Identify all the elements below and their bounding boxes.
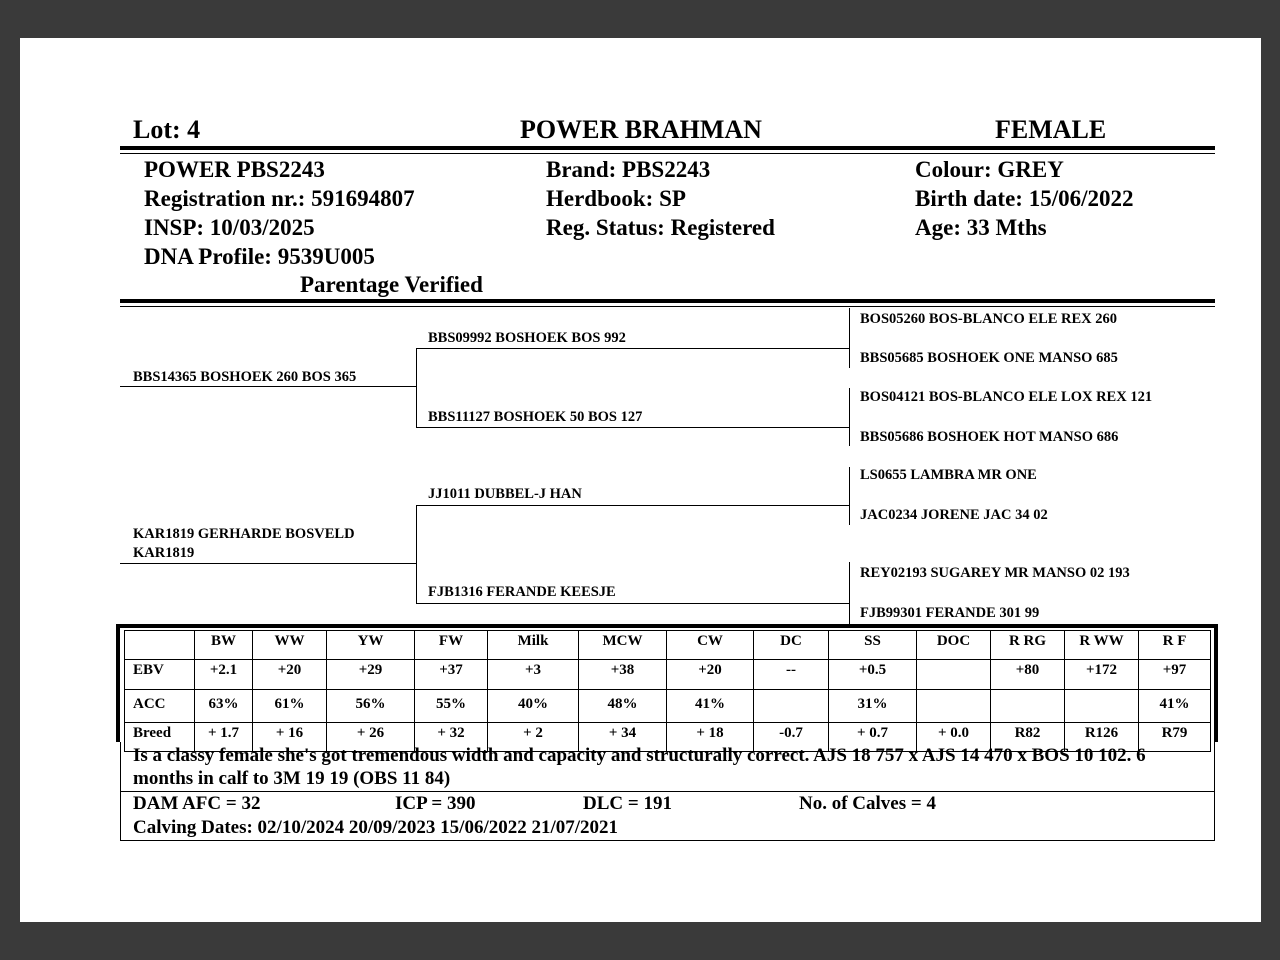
acc-cell: 40% [488, 690, 579, 723]
calving-dates: Calving Dates: 02/10/2024 20/09/2023 15/06/2022 21/07/2021 [133, 817, 619, 838]
acc-row [125, 690, 1211, 723]
ebv-cell: +37 [415, 660, 488, 690]
birth-date: Birth date: 15/06/2022 [915, 186, 1134, 211]
breed-cell: R126 [1065, 723, 1139, 752]
comment-box [120, 742, 1215, 792]
pedigree-line [120, 563, 416, 564]
ebv-header-cell: BW [195, 631, 253, 660]
sex-label: FEMALE [995, 115, 1107, 144]
ebv-header-cell: YW [327, 631, 415, 660]
breed-cell: + 2 [488, 723, 579, 752]
pedigree-connector [416, 505, 417, 603]
acc-cell [1065, 690, 1139, 723]
pedigree-dam-sire: JJ1011 DUBBEL-J HAN [428, 486, 582, 502]
breed-cell: -0.7 [754, 723, 829, 752]
parentage-status: Parentage Verified [300, 272, 483, 297]
ebv-header-cell: FW [415, 631, 488, 660]
ebv-header-cell: MCW [579, 631, 667, 660]
pedigree-connector [416, 348, 417, 427]
calves-count: No. of Calves = 4 [799, 793, 936, 814]
dam-info-box [120, 791, 1215, 841]
ebv-row [125, 660, 1211, 690]
header-rule-thin [120, 153, 1215, 154]
acc-cell: 41% [667, 690, 754, 723]
ebv-cell: +80 [991, 660, 1065, 690]
header-rule-thick [120, 146, 1215, 150]
acc-cell: 61% [253, 690, 327, 723]
ebv-header-cell [125, 631, 195, 660]
pedigree-dam-id: KAR1819 [133, 545, 195, 561]
breed-cell: + 34 [579, 723, 667, 752]
age: Age: 33 Mths [915, 215, 1047, 240]
ebv-header-row [125, 631, 1211, 660]
herdbook: Herdbook: SP [546, 186, 686, 211]
pedigree-sire-dam: BBS11127 BOSHOEK 50 BOS 127 [428, 409, 643, 425]
ebv-cell: +38 [579, 660, 667, 690]
pedigree-line [120, 386, 416, 387]
dna-profile: DNA Profile: 9539U005 [144, 244, 375, 269]
pedigree-connector [849, 467, 850, 525]
document-page [20, 38, 1261, 922]
acc-cell: 48% [579, 690, 667, 723]
pedigree-sire: BBS14365 BOSHOEK 260 BOS 365 [133, 369, 357, 385]
breed-cell: + 0.7 [829, 723, 917, 752]
ebv-cell: -- [754, 660, 829, 690]
comment-text: Is a classy female she's got tremendous width and capacity and structurally correct. AJS 18 757 x AJS 14 470 x BOS 10 102. 6 months in calf to 3M 19 19 (OBS 11 84) [133, 745, 1146, 789]
breed-title: POWER BRAHMAN [520, 115, 762, 144]
pedigree-sire-sire: BBS09992 BOSHOEK BOS 992 [428, 330, 626, 346]
ebv-cell [917, 660, 991, 690]
pedigree-line [416, 348, 849, 349]
pedigree-line [416, 603, 849, 604]
breed-cell: + 32 [415, 723, 488, 752]
breed-cell: R79 [1139, 723, 1211, 752]
breed-cell: + 16 [253, 723, 327, 752]
pedigree-ggp-7: REY02193 SUGAREY MR MANSO 02 193 [860, 565, 1130, 581]
pedigree-ggp-3: BOS04121 BOS-BLANCO ELE LOX REX 121 [860, 389, 1153, 405]
ebv-table [124, 630, 1211, 752]
pedigree-dam: KAR1819 GERHARDE BOSVELD [133, 526, 355, 542]
insp-date: INSP: 10/03/2025 [144, 215, 315, 240]
registration-number: Registration nr.: 591694807 [144, 186, 415, 211]
breed-cell: R82 [991, 723, 1065, 752]
ebv-header-cell: Milk [488, 631, 579, 660]
pedigree-line [416, 505, 849, 506]
ebv-header-cell: CW [667, 631, 754, 660]
ebv-row-label: EBV [125, 660, 195, 690]
ebv-cell: +29 [327, 660, 415, 690]
ebv-header-cell: R RG [991, 631, 1065, 660]
colour: Colour: GREY [915, 157, 1064, 182]
pedigree-dam-dam: FJB1316 FERANDE KEESJE [428, 584, 616, 600]
pedigree-ggp-2: BBS05685 BOSHOEK ONE MANSO 685 [860, 350, 1118, 366]
pedigree-connector [849, 388, 850, 446]
acc-cell [754, 690, 829, 723]
acc-cell [917, 690, 991, 723]
breed-cell: + 1.7 [195, 723, 253, 752]
ebv-header-cell: SS [829, 631, 917, 660]
acc-cell: 63% [195, 690, 253, 723]
pedigree-ggp-5: LS0655 LAMBRA MR ONE [860, 467, 1037, 483]
acc-row-label: ACC [125, 690, 195, 723]
pedigree-connector [849, 562, 850, 624]
ebv-header-cell: WW [253, 631, 327, 660]
dam-afc: DAM AFC = 32 [133, 793, 261, 814]
lot-number: Lot: 4 [133, 115, 201, 144]
breed-cell: + 0.0 [917, 723, 991, 752]
pedigree-ggp-6: JAC0234 JORENE JAC 34 02 [860, 507, 1048, 523]
reg-status: Reg. Status: Registered [546, 215, 775, 240]
ebv-cell: +0.5 [829, 660, 917, 690]
acc-cell: 31% [829, 690, 917, 723]
pedigree-connector [849, 308, 850, 368]
ebv-cell: +97 [1139, 660, 1211, 690]
ebv-header-cell: DC [754, 631, 829, 660]
pedigree-line [416, 427, 849, 428]
icp: ICP = 390 [395, 793, 476, 814]
ebv-cell: +2.1 [195, 660, 253, 690]
acc-cell: 41% [1139, 690, 1211, 723]
ebv-cell: +20 [253, 660, 327, 690]
pedigree-ggp-1: BOS05260 BOS-BLANCO ELE REX 260 [860, 311, 1118, 327]
brand: Brand: PBS2243 [546, 157, 711, 182]
dlc: DLC = 191 [583, 793, 672, 814]
ebv-header-cell: DOC [917, 631, 991, 660]
breed-cell: + 18 [667, 723, 754, 752]
breed-cell: + 26 [327, 723, 415, 752]
animal-name: POWER PBS2243 [144, 157, 325, 182]
acc-cell [991, 690, 1065, 723]
breed-row-label: Breed [125, 723, 195, 752]
pedigree-ggp-8: FJB99301 FERANDE 301 99 [860, 605, 1040, 621]
info-rule-thin [120, 306, 1215, 307]
ebv-cell: +3 [488, 660, 579, 690]
ebv-header-cell: R F [1139, 631, 1211, 660]
info-rule-thick [120, 299, 1215, 303]
ebv-cell: +20 [667, 660, 754, 690]
pedigree-ggp-4: BBS05686 BOSHOEK HOT MANSO 686 [860, 429, 1119, 445]
acc-cell: 56% [327, 690, 415, 723]
ebv-header-cell: R WW [1065, 631, 1139, 660]
acc-cell: 55% [415, 690, 488, 723]
ebv-cell: +172 [1065, 660, 1139, 690]
